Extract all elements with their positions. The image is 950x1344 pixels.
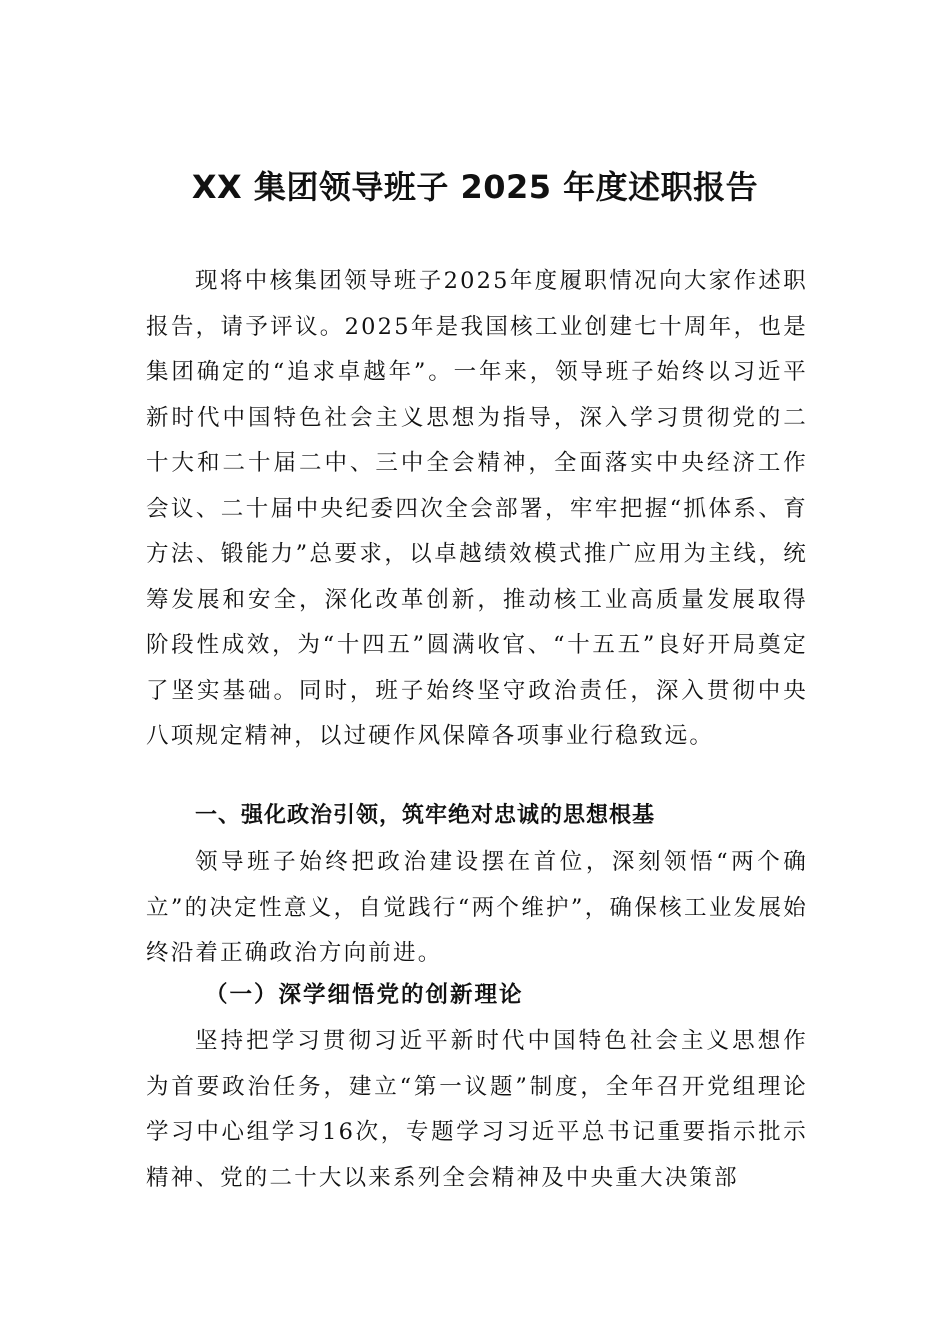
section-heading: 一、强化政治引领，筑牢绝对忠诚的思想根基 xyxy=(195,803,656,828)
section-paragraph: 领导班子始终把政治建设摆在首位，深刻领悟“两个确立”的决定性意义，自觉践行“两个维护”，确保核工业发展始终沿着正确政治方向前进。 xyxy=(146,849,808,966)
document-title: XX 集团领导班子 2025 年度述职报告 xyxy=(191,168,759,206)
subsection-paragraph: 坚持把学习贯彻习近平新时代中国特色社会主义思想作为首要政治任务，建立“第一议题”制度，全年召开党组理论学习中心组学习16次，专题学习习近平总书记重要指示批示精神、党的二十大以来系列全会精神及中央重大决策部 xyxy=(146,1028,808,1191)
subsection-heading: （一）深学细悟党的创新理论 xyxy=(205,982,524,1008)
intro-paragraph: 现将中核集团领导班子2025年度履职情况向大家作述职报告，请予评议。2025年是我国核工业创建七十周年，也是集团确定的“追求卓越年”。一年来，领导班子始终以习近平新时代中国特色社会主义思想为指导，深入学习贯彻党的二十大和二十届二中、三中全会精神，全面落实中央经济工作会议、二十届中央纪委四次全会部署，牢牢把握“抓体系、育方法、锻能力”总要求，以卓越绩效模式推广应用为主线，统筹发展和安全，深化改革创新，推动核工业高质量发展取得阶段性成效，为“十四五”圆满收官、“十五五”良好开局奠定了坚实基础。同时，班子始终坚守政治责任，深入贯彻中央八项规定精神，以过硬作风保障各项事业行稳致远。 xyxy=(146,268,808,749)
